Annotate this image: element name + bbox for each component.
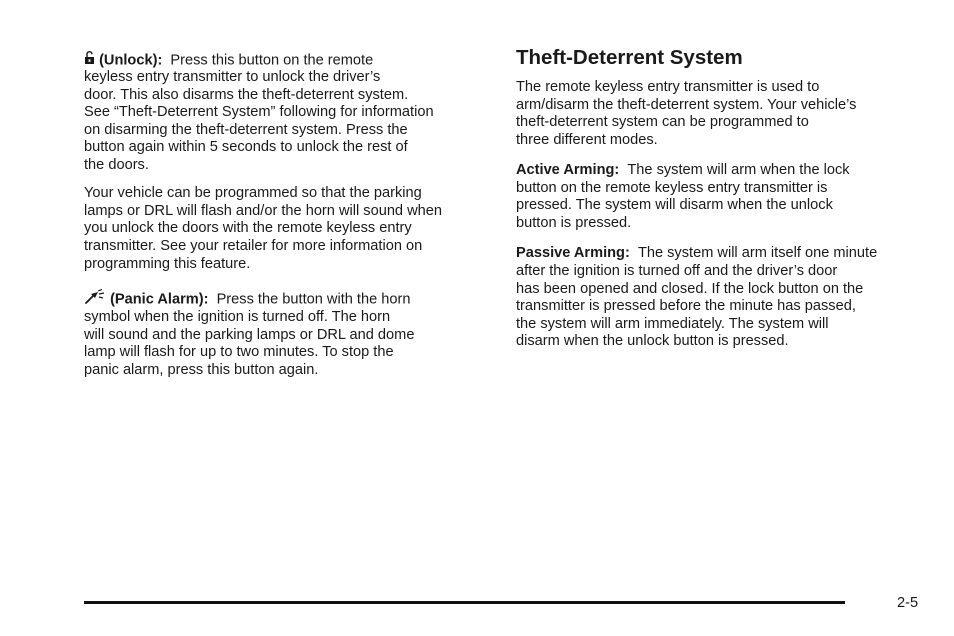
horn-icon bbox=[84, 289, 106, 311]
passive-line: after the ignition is turned off and the driver’s door bbox=[516, 263, 838, 279]
unlock-icon bbox=[84, 51, 95, 71]
intro-line: three different modes. bbox=[516, 132, 658, 148]
intro-line: arm/disarm the theft-deterrent system. Your vehicle’s bbox=[516, 97, 857, 113]
unlock-line: the doors. bbox=[84, 157, 149, 173]
active-first-line bbox=[516, 162, 850, 180]
unlock-first-line bbox=[84, 51, 373, 71]
unlock-line: Press this button on the remote bbox=[170, 52, 374, 69]
passive-line: the system will arm immediately. The system will bbox=[516, 316, 829, 332]
active-arming-term: Active Arming: bbox=[516, 162, 620, 178]
unlock-line: door. This also disarms the theft-deterrent system. bbox=[84, 87, 409, 103]
programming-line: transmitter. See your retailer for more information on bbox=[84, 238, 423, 254]
programming-line: you unlock the doors with the remote keyless entry bbox=[84, 220, 412, 236]
panic-line: lamp will flash for up to two minutes. To stop the bbox=[84, 344, 394, 360]
intro-line: theft-deterrent system can be programmed to bbox=[516, 114, 809, 130]
unlock-line: button again within 5 seconds to unlock the rest of bbox=[84, 139, 408, 155]
active-line: The system will arm when the lock bbox=[627, 162, 850, 178]
programming-line: programming this feature. bbox=[84, 256, 251, 272]
panic-first-line bbox=[84, 289, 410, 311]
programming-line: Your vehicle can be programmed so that the parking bbox=[84, 185, 422, 201]
unlock-line: See “Theft-Deterrent System” following for information bbox=[84, 104, 434, 120]
passive-line: transmitter is pressed before the minute has passed, bbox=[516, 298, 856, 314]
panic-line: panic alarm, press this button again. bbox=[84, 362, 319, 378]
panic-line: will sound and the parking lamps or DRL and dome bbox=[84, 327, 415, 343]
programming-line: lamps or DRL will flash and/or the horn will sound when bbox=[84, 203, 442, 219]
passive-line: The system will arm itself one minute bbox=[637, 245, 878, 261]
section-heading: Theft-Deterrent System bbox=[516, 46, 743, 69]
active-line: pressed. The system will disarm when the unlock bbox=[516, 197, 833, 213]
panic-term: (Panic Alarm): bbox=[110, 291, 209, 308]
active-line: button is pressed. bbox=[516, 215, 632, 231]
intro-line: The remote keyless entry transmitter is used to bbox=[516, 79, 820, 95]
unlock-term: (Unlock): bbox=[99, 52, 163, 69]
passive-first-line bbox=[516, 245, 877, 263]
page-number: 2-5 bbox=[897, 595, 919, 611]
passive-line: disarm when the unlock button is pressed. bbox=[516, 333, 789, 349]
active-line: button on the remote keyless entry transmitter is bbox=[516, 180, 828, 196]
passive-line: has been opened and closed. If the lock button on the bbox=[516, 281, 864, 297]
footer-rule bbox=[84, 601, 845, 604]
panic-line: symbol when the ignition is turned off. The horn bbox=[84, 309, 391, 325]
panic-line: Press the button with the horn bbox=[216, 291, 411, 308]
passive-arming-term: Passive Arming: bbox=[516, 245, 630, 261]
unlock-line: on disarming the theft-deterrent system. Press the bbox=[84, 122, 408, 138]
unlock-line: keyless entry transmitter to unlock the driver’s bbox=[84, 69, 381, 85]
